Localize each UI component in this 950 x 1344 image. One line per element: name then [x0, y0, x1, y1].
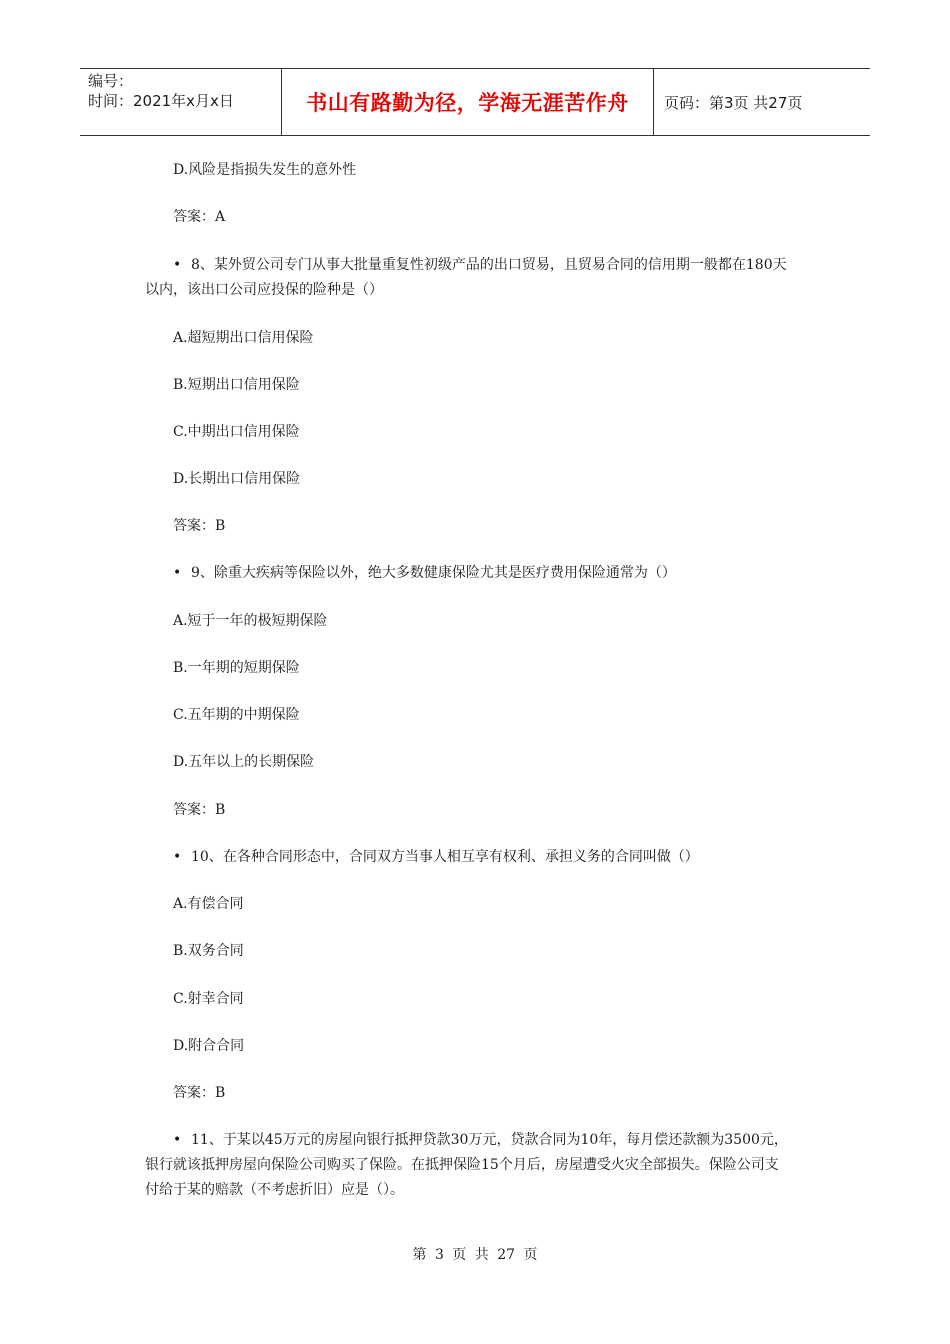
- option-text: D.风险是指损失发生的意外性: [173, 162, 357, 178]
- header-motto-cell: [282, 69, 654, 135]
- header-motto: 书山有路勤为径，学海无涯苦作舟: [306, 91, 629, 115]
- option-text: B.短期出口信用保险: [173, 377, 300, 393]
- question-11-text: 11、于某以45万元的房屋向银行抵押贷款30万元，贷款合同为10年，每月偿还款额为3500元，: [191, 1132, 788, 1148]
- page-header: [80, 68, 870, 136]
- option-text: D.长期出口信用保险: [173, 471, 301, 487]
- question-9-text: 9、除重大疾病等保险以外，绝大多数健康保险尤其是医疗费用保险通常为（）: [191, 565, 676, 581]
- answer-text: 答案：B: [173, 802, 226, 818]
- option-text: B.一年期的短期保险: [173, 660, 300, 676]
- doc-date-label: 时间：2021年x月x日: [88, 92, 234, 110]
- header-left-cell: [80, 69, 282, 135]
- option-text: C.射幸合同: [173, 991, 244, 1007]
- question-10-text: 10、在各种合同形态中，合同双方当事人相互享有权利、承担义务的合同叫做（）: [191, 849, 699, 865]
- answer-text: 答案：B: [173, 1085, 226, 1101]
- option-text: D.五年以上的长期保险: [173, 754, 315, 770]
- bullet-icon: •: [173, 1132, 182, 1148]
- option-text: C.中期出口信用保险: [173, 424, 300, 440]
- page-footer: [0, 1244, 950, 1264]
- question-8-line2: 以内，该出口公司应投保的险种是（）: [145, 282, 383, 298]
- option-text: A.超短期出口信用保险: [173, 330, 314, 346]
- answer-text: 答案：A: [173, 209, 226, 225]
- header-page-info: 页码：第3页 共27页: [664, 93, 803, 112]
- doc-number-label: 编号：: [88, 72, 134, 90]
- bullet-icon: •: [173, 565, 182, 581]
- question-8-line1: [145, 253, 787, 277]
- option-text: A.有偿合同: [173, 896, 244, 912]
- header-page-cell: [654, 69, 870, 135]
- question-11-line2: 银行就该抵押房屋向保险公司购买了保险。在抵押保险15个月后，房屋遭受火灾全部损失。保险公司支: [145, 1157, 779, 1173]
- option-text: B.双务合同: [173, 943, 244, 959]
- question-8-text: 8、某外贸公司专门从事大批量重复性初级产品的出口贸易，且贸易合同的信用期一般都在180天: [191, 257, 787, 273]
- option-text: A.短于一年的极短期保险: [173, 613, 328, 629]
- answer-text: 答案：B: [173, 518, 226, 534]
- question-9: [145, 561, 676, 585]
- question-11-line1: [145, 1128, 788, 1152]
- bullet-icon: •: [173, 257, 182, 273]
- question-10: [145, 845, 699, 869]
- bullet-icon: •: [173, 849, 182, 865]
- question-11-line3: 付给于某的赔款（不考虑折旧）应是（）。: [145, 1182, 404, 1198]
- option-text: D.附合合同: [173, 1038, 245, 1054]
- footer-page-number: 第 3 页 共 27 页: [412, 1247, 538, 1263]
- option-text: C.五年期的中期保险: [173, 707, 300, 723]
